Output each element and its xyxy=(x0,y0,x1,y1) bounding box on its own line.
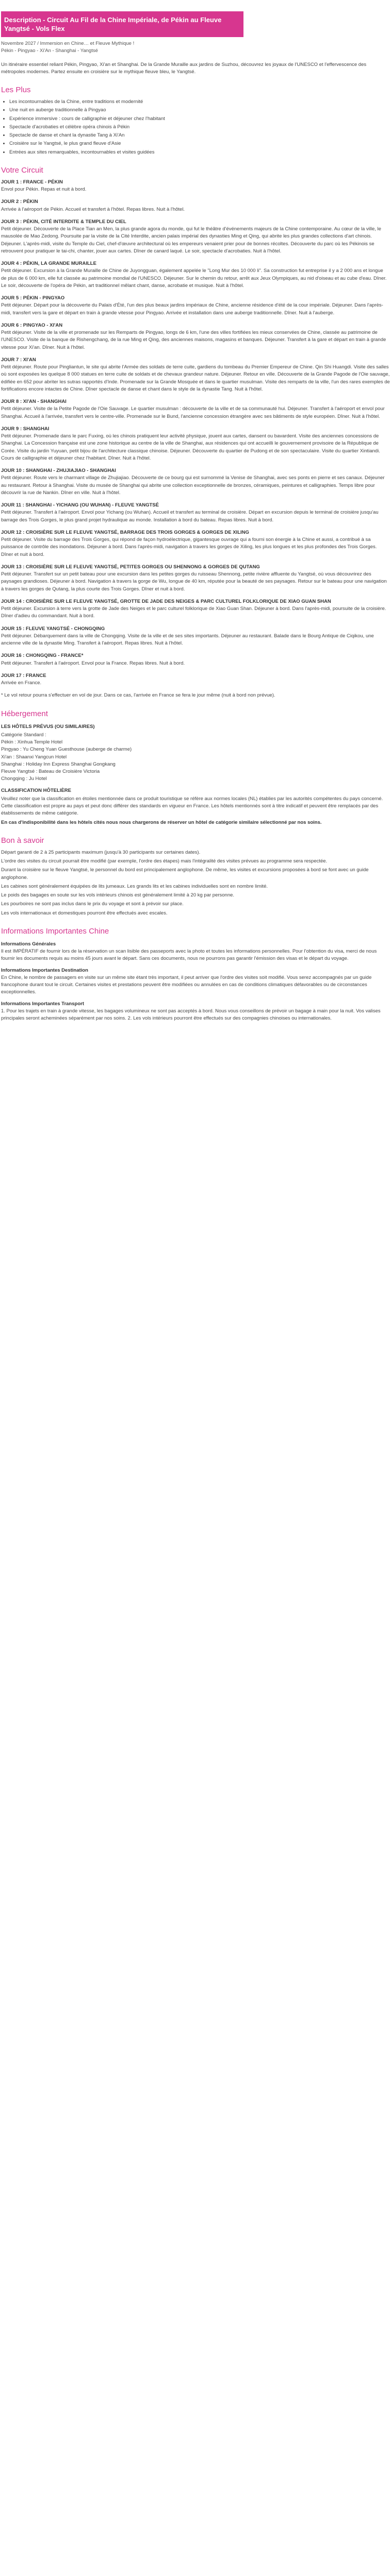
info-text: En Chine, le nombre de passagers en visite sur un même site étant très important, il peut arriver que l'ordre des visites soit modifié. Vous serez accompagnés par un guide francophone durant tout le circuit. Certaines visites et prestations peuvent être modifiées ou annulées en cas de conditions climatiques défavorables ou de circonstances exceptionnelles. xyxy=(1,974,372,995)
day-title: JOUR 13 : CROISIÈRE SUR LE FLEUVE YANGTSÉ, PETITES GORGES OU SHENNONG & GORGES DE QUTANG xyxy=(1,564,260,570)
page xyxy=(0,0,391,1040)
plus-item: • Entrées aux sites remarquables, incontournables et visites guidées xyxy=(9,149,390,156)
day-description: Envol pour Pékin. Repas et nuit à bord. xyxy=(1,187,87,192)
itinerary-day xyxy=(1,598,390,620)
day-description: Petit déjeuner. Transfert sur un petit bateau pour une excursion dans les petites gorges du ruisseau Shennong, petite rivière affluente du Yangtsé, où vous découvrirez des paysages grandioses. Déjeuner à bord. Navigation à travers la gorge de Wu, longue de 40 km, réputée pour la beauté de ses paysages. Retour sur le bateau pour une navigation à travers les gorges de Qutang, la plus courte des Trois Gorges. Dîner et nuit à bord. xyxy=(1,571,387,592)
day-title: JOUR 17 : FRANCE xyxy=(1,672,46,679)
good-to-know-section xyxy=(1,849,390,917)
day-description: Petit déjeuner. Transfert à l'aéroport. Envol pour Yichang (ou Wuhan). Accueil et transfert au terminal de croisière. Départ en excursion depuis le terminal de croisière jusqu'au barrage des Trois Gorges, le plus grand projet hydraulique au monde. Installation à bord du bateau. Repas libres. Nuit à bord. xyxy=(1,510,379,523)
day-description: Petit déjeuner. Excursion à terre vers la grotte de Jade des Neiges et le parc culturel folklorique de Xiao Guan Shan. Déjeuner à bord. Dans l'après-midi, poursuite de la croisière. Dîner d'adieu du commandant. Nuit à bord. xyxy=(1,606,386,619)
day-title: JOUR 6 : PINGYAO - XI'AN xyxy=(1,322,63,328)
day-description: Petit déjeuner. Visite de la Petite Pagode de l'Oie Sauvage. Le quartier musulman : découverte de la ville et de sa communauté hui. Déjeuner. Transfert à l'aéroport et envol pour Shanghai. Accueil à l'arrivée, transfert vers le centre-ville. Promenade sur le Bund, l'ancienne concession étrangère avec ses bâtiments de style européen. Dîner. Nuit à l'hôtel. xyxy=(1,406,385,419)
good-to-know-item: Départ garanti de 2 à 25 participants maximum (jusqu'à 30 participants sur certaines dates). xyxy=(1,849,201,855)
itinerary-day xyxy=(1,398,390,420)
plus-item: • Croisière sur le Yangtsé, le plus grand fleuve d'Asie xyxy=(9,140,390,147)
page-title: Description - Circuit Au Fil de la Chine Impériale, de Pékin au Fleuve Yangtsé - Vols Flex xyxy=(1,11,243,37)
day-title: JOUR 12 : CROISIÈRE SUR LE FLEUVE YANGTSÉ, BARRAGE DES TROIS GORGES & GORGES DE XILING xyxy=(1,529,249,535)
hotel-item: Shanghai : Holiday Inn Express Shanghai Gongkang xyxy=(1,761,116,767)
info-text: Il est IMPÉRATIF de fournir lors de la réservation un scan lisible des passeports avec la photo et toutes les informations personnelles. Pour l'obtention du visa, merci de nous fournir les documents requis au moins 45 jours avant le départ. Sans ces documents, nous ne pourrons pas garantir l'émission des visas et le départ du voyage. xyxy=(1,948,377,962)
hotel-classification-label: CLASSIFICATION HÔTELIÈRE xyxy=(1,787,71,793)
itinerary-day xyxy=(1,467,390,497)
day-description: Petit déjeuner. Excursion à la Grande Muraille de Chine de Juyongguan, également appelée le "Long Mur des 10 000 li". Sa construction fut entreprise il y a 2 000 ans et longue de plus de 6 000 km, elle fut classée au patrimoine mondial de l'UNESCO. Déjeuner. Sur le chemin du retour, arrêt aux Jeux Olympiques, au nid d'oiseau et au cube d'eau. Dîner. Le soir, découverte de l'opéra de Pékin, art traditionnel mêlant chant, danse, acrobatie et musique. Nuit à l'hôtel. xyxy=(1,268,387,289)
day-description: Arrivée à l'aéroport de Pékin. Accueil et transfert à l'hôtel. Repas libres. Nuit à l'hôtel. xyxy=(1,206,185,212)
hotel-item: Pékin : Xinhua Temple Hotel xyxy=(1,739,63,745)
day-title: JOUR 15 : FLEUVE YANGTSÉ - CHONGQING xyxy=(1,625,105,632)
plus-item: • Les incontournables de la Chine, entre traditions et modernité xyxy=(9,98,390,106)
day-description: Petit déjeuner. Visite de la ville et promenade sur les Remparts de Pingyao, longs de 6 km, l'une des villes fortifiées les mieux conservées de Chine, classée au patrimoine de l'UNESCO. Visite de la banque de Rishengchang, de la rue Ming et Qing, des anciennes maisons, magasins et banques. Déjeuner. Transfert à la gare et départ en train à grande vitesse pour Xi'an. Dîner. Nuit à l'hôtel. xyxy=(1,330,386,350)
day-description: Petit déjeuner. Promenade dans le parc Fuxing, où les chinois pratiquent leur activité physique, jouent aux cartes, dansent ou bavardent. Visite des anciennes concessions de Shanghai. La Concession française est une zone historique au centre de la ville de Shanghai, aux résidences qui ont accueilli le gouvernement provisoire de la République de Corée. Visite du jardin Yuyuan, petit bijou de l'architecture classique chinoise. Déjeuner. Découverte du quartier de Pudong et de son spectaculaire. Visite du quartier Xintiandi. Cours de calligraphie et déjeuner chez l'habitant. Dîner. Nuit à l'hôtel. xyxy=(1,433,380,461)
good-to-know-item: L'ordre des visites du circuit pourrait être modifié (par exemple, l'ordre des étapes) mais l'intégralité des visites prévues au programme sera respectée. xyxy=(1,858,328,864)
info-text: 1. Pour les trajets en train à grande vitesse, les bagages volumineux ne sont pas acceptés à bord. Nous vous conseillons de prévoir un bagage à main pour la nuit. Vos valises principales seront acheminées séparément par nos soins. 2. Les vols intérieurs pourront être effectués sur des compagnies chinoises ou internationales. xyxy=(1,1008,381,1021)
day-title: JOUR 16 : CHONGQING - FRANCE* xyxy=(1,653,84,659)
good-to-know-item: Les cabines sont généralement équipées de lits jumeaux. Les grands lits et les cabines individuelles sont en nombre limité. xyxy=(1,883,268,889)
hotel-item: Pingyao : Yu Cheng Yuan Guesthouse (auberge de charme) xyxy=(1,747,132,753)
day-title: JOUR 3 : PÉKIN, CITÉ INTERDITE & TEMPLE DU CIEL xyxy=(1,218,126,225)
day-title: JOUR 2 : PÉKIN xyxy=(1,199,38,205)
plus-item: • Une nuit en auberge traditionnelle à Pingyao xyxy=(9,107,390,114)
hotel-classification-text: Veuillez noter que la classification en étoiles mentionnée dans ce produit touristique se réfère aux normes locales (NL) établies par les autorités compétentes du pays concerné. Cette classification est propre au pays et peut donc différer des standards en vigueur en France. Les hôtels mentionnés sont à titre indicatif et peuvent être remplacés par des établissements de même catégorie. xyxy=(1,795,383,817)
itinerary-day xyxy=(1,564,390,593)
circuit-heading: Votre Circuit xyxy=(1,165,43,175)
trip-meta-line-2: Pékin - Pingyao - Xi'An - Shanghai - Yangtsé xyxy=(1,48,98,54)
hotels-section xyxy=(1,723,390,826)
info-section xyxy=(1,941,390,1023)
plus-item: • Expérience immersive : cours de calligraphie et déjeuner chez l'habitant xyxy=(9,115,390,123)
day-title: JOUR 5 : PÉKIN - PINGYAO xyxy=(1,295,65,301)
trip-meta xyxy=(1,40,390,55)
day-description: Petit déjeuner. Débarquement dans la ville de Chongqing. Visite de la ville et de ses sites importants. Déjeuner au restaurant. Balade dans le Bourg Antique de Ciqikou, une ancienne ville de la dynastie Ming. Transfert à l'aéroport. Repas libres. Nuit à l'hôtel. xyxy=(1,633,374,646)
itinerary-day xyxy=(1,426,390,462)
day-title: JOUR 7 : XI'AN xyxy=(1,357,36,363)
info-label: Informations Importantes Transport xyxy=(1,1001,84,1007)
itinerary-day xyxy=(1,295,390,317)
good-to-know-item: Les vols internationaux et domestiques pourront être effectués avec escales. xyxy=(1,910,168,916)
day-title: JOUR 9 : SHANGHAI xyxy=(1,426,50,432)
day-description: Petit déjeuner. Départ pour la découverte du Palais d'Été, l'un des plus beaux jardins impériaux de Chine, ancienne résidence d'été de la cour impériale. Déjeuner. Dans l'après-midi, transfert vers la gare et départ en train à grande vitesse pour Pingyao. Arrivée et installation dans une auberge traditionnelle. Dîner. Nuit à l'auberge. xyxy=(1,302,383,316)
itinerary-day xyxy=(1,625,390,648)
itinerary-day xyxy=(1,652,390,667)
day-title: JOUR 8 : XI'AN - SHANGHAI xyxy=(1,399,67,404)
good-to-know-heading: Bon à savoir xyxy=(1,836,44,845)
info-label: Informations Générales xyxy=(1,941,56,947)
hotel-item: Xi'an : Shaanxi Yangcun Hotel xyxy=(1,754,67,760)
itinerary-day xyxy=(1,672,390,687)
itinerary-day xyxy=(1,198,390,213)
itinerary-day xyxy=(1,260,390,290)
itinerary-day xyxy=(1,218,390,255)
hotels-heading: Hébergement xyxy=(1,709,48,718)
hotel-item: Chongqing : Ju Hotel xyxy=(1,776,47,782)
itinerary-day xyxy=(1,179,390,194)
itinerary-day xyxy=(1,322,390,351)
itinerary-day xyxy=(1,529,390,558)
itinerary-day xyxy=(1,502,390,524)
day-title: JOUR 11 : SHANGHAI - YICHANG (OU WUHAN) - FLEUVE YANGTSÉ xyxy=(1,502,159,508)
day-title: JOUR 10 : SHANGHAI - ZHUJIAJIAO - SHANGHAI xyxy=(1,468,116,473)
good-to-know-item: Le poids des bagages en soute sur les vols intérieurs chinois est généralement limité à 20 kg par personne. xyxy=(1,892,235,898)
plus-list xyxy=(1,98,390,156)
day-title: JOUR 14 : CROISIÈRE SUR LE FLEUVE YANGTSÉ, GROTTE DE JADE DES NEIGES & PARC CULTUREL FOLKLORIQUE DE XIAO GUAN SHAN xyxy=(1,598,331,604)
return-flight-note: * Le vol retour pourra s'effectuer en vol de jour. Dans ce cas, l'arrivée en France se fera le jour même (nuit à bord non prévue). xyxy=(1,692,275,699)
day-description: Petit déjeuner. Visite du barrage des Trois Gorges, qui répond de façon hydroélectrique, gigantesque ouvrage qui a fourni son énergie à la Chine et aussi, a contribué à sa puissance de contrôle des inondations. Déjeuner à bord. Dans l'après-midi, navigation à travers les gorges de Xiling, les plus longues et les plus profondes des Trois Gorges. Dîner et nuit à bord. xyxy=(1,537,377,557)
plus-heading: Les Plus xyxy=(1,86,31,94)
day-description: Petit déjeuner. Découverte de la Place Tian an Men, la plus grande agora du monde, qui fut le théâtre d'événements majeurs de la Chine contemporaine. Au cœur de la ville, le mausolée de Mao Zedong. Poursuite par la visite de la Cité Interdite, ancien palais impérial des dynasties Ming et Qing, qui abrite les plus grandes collections d'art chinois. Déjeuner. L'après-midi, visite du Temple du Ciel, chef-d'œuvre architectural où les empereurs venaient prier pour de bonnes récoltes. Découverte du parc où les Pékinois se retrouvent pour pratiquer le tai-chi, chanter, jouer aux cartes. Dîner de canard laqué. Le soir, spectacle d'acrobaties. Nuit à l'hôtel. xyxy=(1,226,381,254)
day-description: Petit déjeuner. Route vers le charmant village de Zhujiajiao. Découverte de ce bourg qui est surnommé la Venise de Shanghai, avec ses ponts en pierre et ses canaux. Déjeuner au restaurant. Retour à Shanghai. Visite du musée de Shanghai qui abrite une collection exceptionnelle de bronzes, céramiques, peintures et calligraphies. Temps libre pour découvrir la rue de Nankin. Dîner en ville. Nuit à l'hôtel. xyxy=(1,475,385,496)
info-label: Informations Importantes Destination xyxy=(1,967,88,973)
hotel-availability-note: En cas d'indisponibilité dans les hôtels cités nous nous chargerons de réserver un hôtel de catégorie similaire sélectionné par nos soins. xyxy=(1,819,322,825)
hotels-label: LES HÔTELS PRÉVUS (OU SIMILAIRES) xyxy=(1,723,95,730)
day-description: Petit déjeuner. Transfert à l'aéroport. Envol pour la France. Repas libres. Nuit à bord. xyxy=(1,660,185,666)
trip-meta-line-1: Novembre 2027 / Immersion en Chine… et Fleuve Mythique ! xyxy=(1,41,135,46)
good-to-know-item: Les pourboires ne sont pas inclus dans le prix du voyage et sont à prévoir sur place. xyxy=(1,901,184,907)
hotel-item: Fleuve Yangtsé : Bateau de Croisière Victoria xyxy=(1,769,100,774)
day-description: Arrivée en France. xyxy=(1,680,42,686)
day-title: JOUR 1 : FRANCE - PÉKIN xyxy=(1,179,63,185)
plus-item: • Spectacle d'acrobaties et célèbre opéra chinois à Pékin xyxy=(9,124,390,131)
itinerary xyxy=(1,179,390,687)
hotels-category: Catégorie Standard : xyxy=(1,732,46,738)
good-to-know-item: Durant la croisière sur le fleuve Yangtsé, le personnel du bord est principalement anglophone. De même, les visites et excursions proposées à bord se font avec un guide anglophone. xyxy=(1,867,369,880)
info-heading: Informations Importantes Chine xyxy=(1,926,109,936)
day-title: JOUR 4 : PÉKIN, LA GRANDE MURAILLE xyxy=(1,261,96,266)
itinerary-day xyxy=(1,357,390,393)
plus-item: • Spectacle de danse et chant la dynastie Tang à Xi'An xyxy=(9,132,390,139)
day-description: Petit déjeuner. Route pour Pingliantun, le site qui abrite l'Armée des soldats de terre cuite, gardiens du tombeau du Premier Empereur de Chine. Qin Shi Huangdi. Visite des salles où sont exposées les quelque 8 000 statues en terre cuite de soldats et de chevaux grandeur nature. Déjeuner. Retour en ville. Découverte de la Grande Pagode de l'Oie sauvage, édifiée en 652 pour abriter les sutras rapportés d'Inde. Promenade sur la Grande Mosquée et dans le quartier musulman. Visite des remparts de la ville, l'un des rares exemples de fortifications encore intactes de Chine. Dîner spectacle de danse et chant dans le style de la dynastie Tang. Nuit à l'hôtel. xyxy=(1,364,390,392)
intro-paragraph: Un itinéraire essentiel reliant Pékin, Pingyao, Xi'an et Shanghai. De la Grande Muraille aux jardins de Suzhou, découvrez les joyaux de l'UNESCO et l'effervescence des métropoles modernes. Partez ensuite en croisière sur le mythique fleuve bleu, le Yangtsé. xyxy=(1,61,367,75)
